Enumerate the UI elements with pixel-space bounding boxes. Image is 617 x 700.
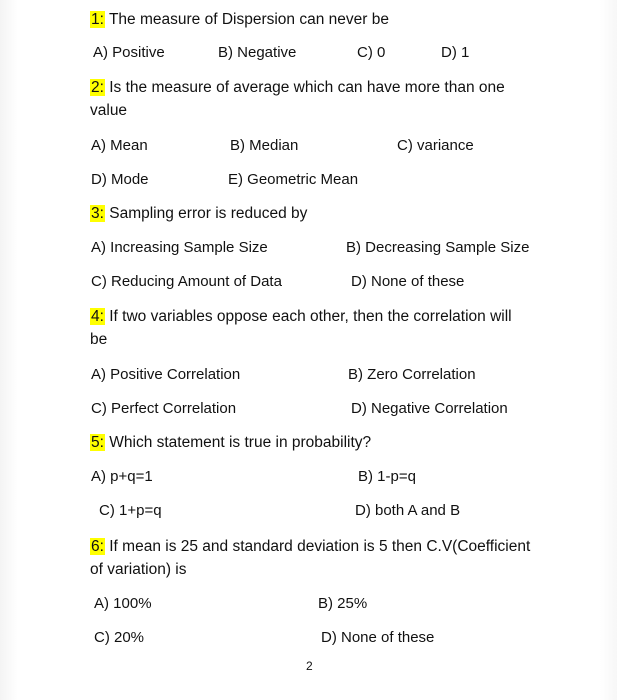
option-a: A) Positive Correlation [91,366,241,383]
option-a: A) Increasing Sample Size [91,239,268,256]
option-c: C) Perfect Correlation [91,400,237,417]
question-text: If two variables oppose each other, then the correlation will [109,308,512,325]
option-a: A) 100% [94,595,152,612]
option-a: A) Positive [93,44,165,61]
question-3 [90,202,307,225]
question-number: 4: [91,308,104,325]
question-number: 2: [91,79,104,96]
option-d: D) Mode [91,171,149,188]
question-text: Which statement is true in probability? [109,434,372,451]
option-d: D) None of these [321,629,435,646]
question-1 [90,8,389,31]
question-text: Is the measure of average which can have more than one [109,79,505,96]
option-d: D) 1 [441,44,470,61]
question-2 [90,76,505,99]
option-c: C) 20% [94,629,145,646]
question-6 [90,535,530,558]
question-text: If mean is 25 and standard deviation is 5 then C.V(Coefficient [109,538,531,555]
option-d: D) Negative Correlation [351,400,508,417]
option-a: A) p+q=1 [91,468,153,485]
option-b: B) Median [230,137,299,154]
option-c: C) variance [397,137,474,154]
question-text-continued: be [90,331,108,348]
question-number: 3: [91,205,104,222]
option-b: B) Zero Correlation [348,366,476,383]
question-number: 5: [91,434,104,451]
option-d: D) None of these [351,273,465,290]
question-text-continued: value [90,102,128,119]
page-number: 2 [306,659,313,673]
option-b: B) Decreasing Sample Size [346,239,530,256]
option-c: C) Reducing Amount of Data [91,273,282,290]
option-e: E) Geometric Mean [228,171,359,188]
question-5 [90,431,371,454]
option-c: C) 0 [357,44,386,61]
question-text: The measure of Dispersion can never be [108,11,389,28]
option-d: D) both A and B [355,502,461,519]
option-a: A) Mean [91,137,148,154]
question-4 [90,305,512,328]
option-c: C) 1+p=q [99,502,162,519]
question-number: 6: [91,538,104,555]
question-text: Sampling error is reduced by [109,205,308,222]
question-number: 1: [91,11,104,28]
question-text-continued: of variation) is [90,561,187,578]
option-b: B) 1-p=q [358,468,416,485]
option-b: B) Negative [218,44,297,61]
option-b: B) 25% [318,595,368,612]
